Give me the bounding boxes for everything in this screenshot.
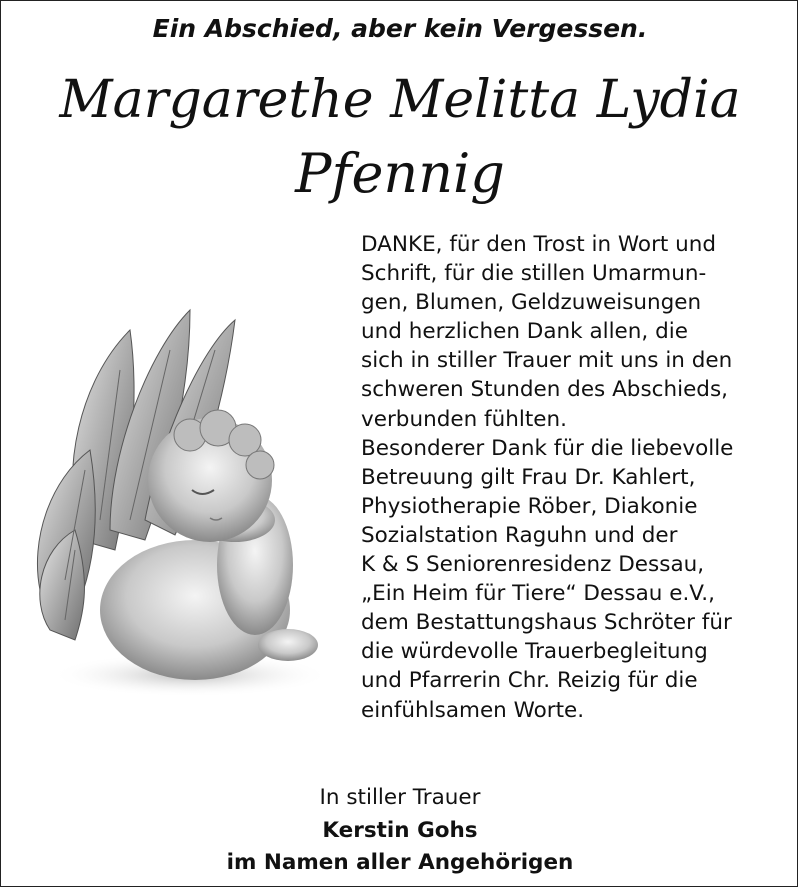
thanks-line: sich in stiller Trauer mit uns in den: [361, 348, 733, 374]
thanks-line: Besonderer Dank für die liebevolle: [361, 435, 734, 461]
thanks-line: schweren Stunden des Abschieds,: [361, 377, 728, 403]
thanks-line: DANKE, für den Trost in Wort und: [361, 232, 717, 257]
thanks-line: dem Bestattungshaus Schröter für: [361, 610, 732, 636]
thanks-line: gen, Blumen, Geldzuweisungen: [361, 290, 702, 316]
thanks-line: und Pfarrerin Chr. Reizig für die: [361, 668, 698, 694]
deceased-name-last: Pfennig: [295, 142, 505, 205]
deceased-name-first: Margarethe Melitta Lydia: [59, 70, 741, 130]
signoff-phrase: In stiller Trauer: [319, 785, 481, 810]
thanks-line: und herzlichen Dank allen, die: [361, 319, 688, 345]
thanks-line: verbunden fühlten.: [361, 406, 567, 432]
sleeping-angel-icon: [20, 290, 340, 710]
thanks-line: K & S Seniorenresidenz Dessau,: [361, 552, 705, 578]
thanks-line: Schrift, für die stillen Umarmun-: [361, 261, 707, 287]
thanks-line: „Ein Heim für Tiere“ Dessau e.V.,: [361, 581, 715, 607]
thanks-line: die würdevolle Trauerbegleitung: [361, 639, 708, 665]
thanks-line: Physiotherapie Röber, Diakonie: [361, 493, 698, 519]
thanks-line: einfühlsamen Worte.: [361, 697, 585, 723]
thanks-line: Sozialstation Raguhn und der: [361, 522, 678, 548]
thanks-text: [361, 230, 791, 725]
thanks-line: Betreuung gilt Frau Dr. Kahlert,: [361, 464, 696, 490]
motto-line: Ein Abschied, aber kein Vergessen.: [152, 14, 648, 43]
signoff-family: im Namen aller Angehörigen: [226, 850, 574, 875]
signoff-name: Kerstin Gohs: [322, 818, 478, 843]
